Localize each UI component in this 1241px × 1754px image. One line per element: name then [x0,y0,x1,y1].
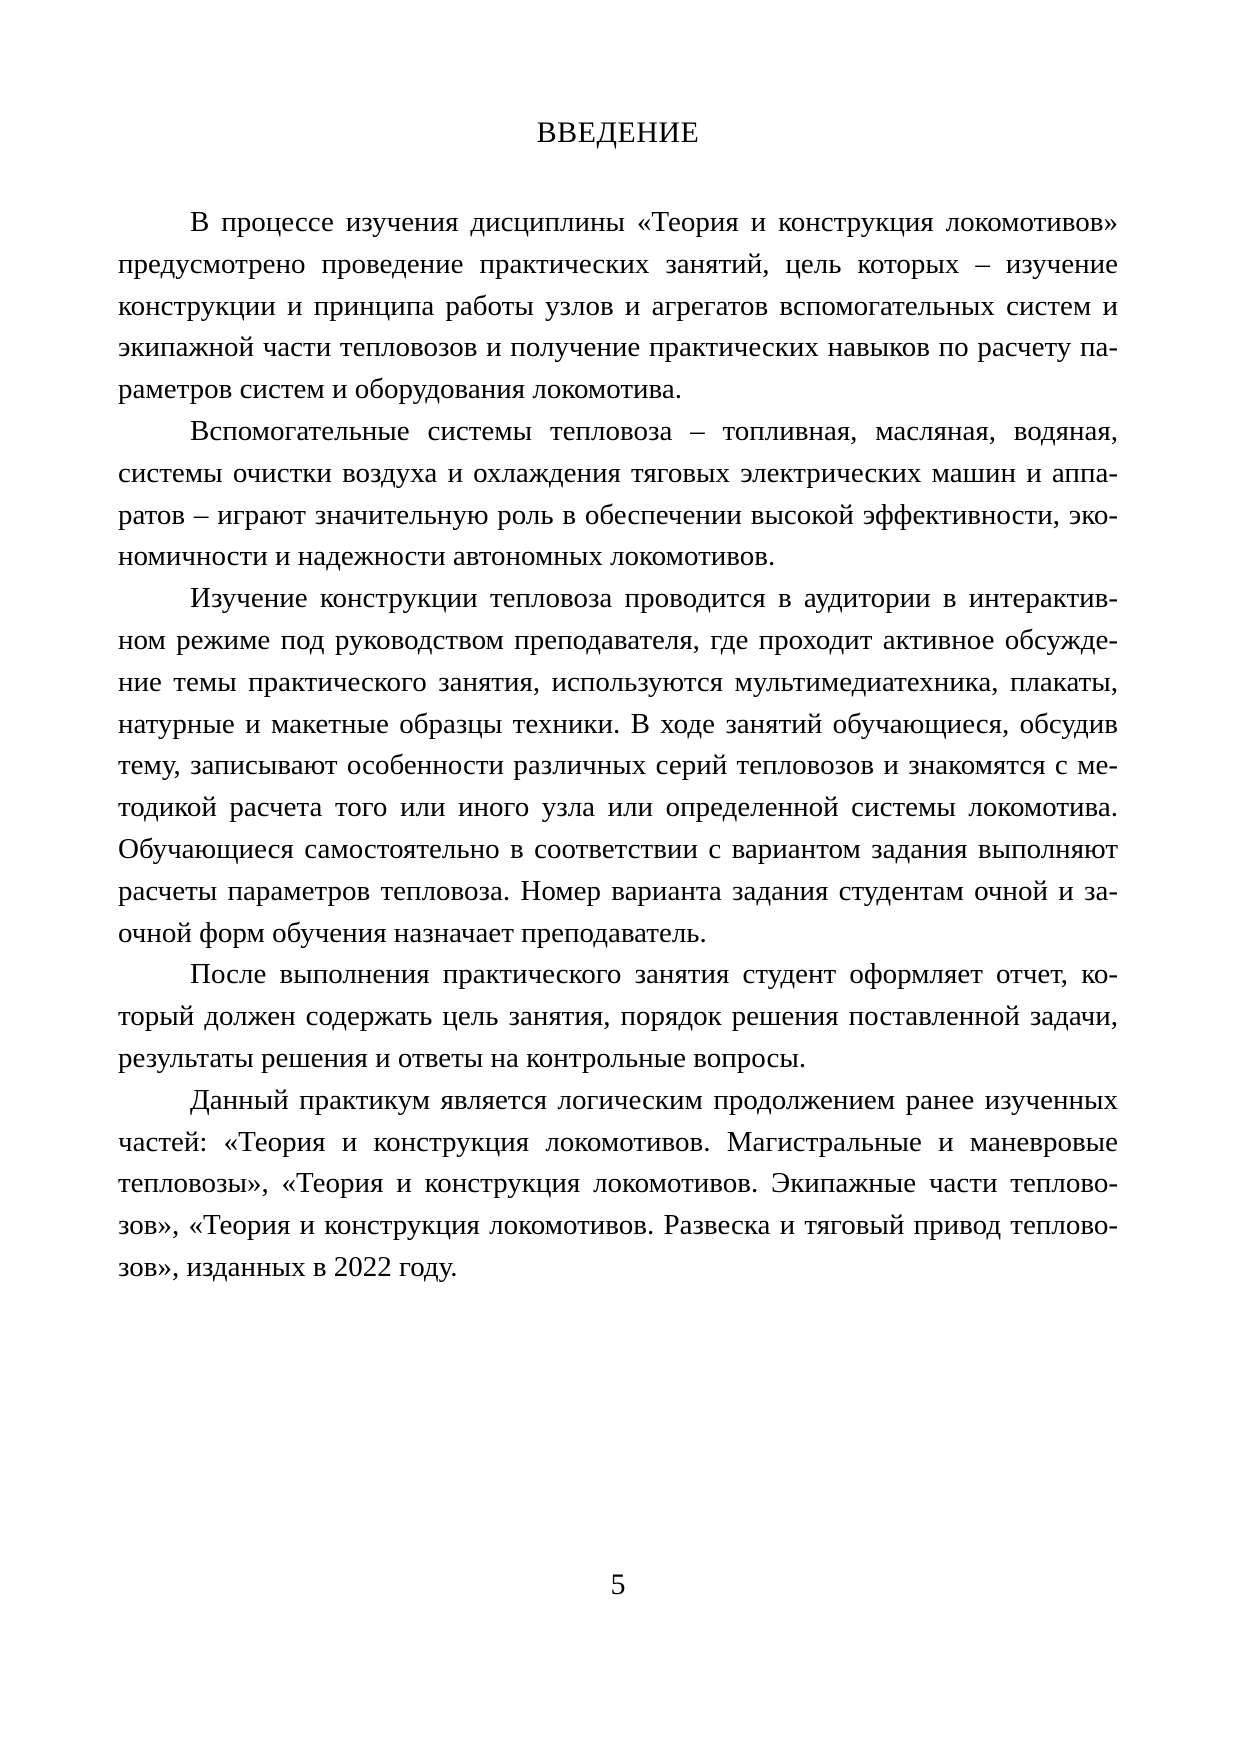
paragraph [118,411,1118,578]
text-block [118,112,1118,1289]
text-line: В процессе изучения дисциплины «Теория и конструкция локомотивов» [190,206,1118,238]
text-line: зов», изданных в 2022 году. [118,1250,458,1283]
text-line: раметров систем и оборудования локомотива. [118,373,682,406]
text-line: частей: «Теория и конструкция локомотивов. Магистральные и маневровые [118,1125,1118,1158]
paragraph [118,1080,1118,1289]
text-line: конструкции и принципа работы узлов и агрегатов вспомогательных систем и [118,289,1118,322]
text-line: Данный практикум является логическим продолжением ранее изученных [190,1083,1118,1116]
paragraph [118,202,1118,411]
text-line: Обучающиеся самостоятельно в соответствии с вариантом задания выполняют [118,832,1118,865]
text-line: зов», «Теория и конструкция локомотивов. Развеска и тяговый привод теплово- [118,1209,1118,1242]
text-line: Изучение конструкции тепловоза проводится в аудитории в интерактив- [190,582,1118,615]
text-line: экипажной части тепловозов и получение практических навыков по расчету па- [118,331,1118,364]
text-line: тепловозы», «Теория и конструкция локомотивов. Экипажные части теплово- [118,1167,1118,1200]
text-line: После выполнения практического занятия студент оформляет отчет, ко- [190,958,1118,991]
text-line: результаты решения и ответы на контрольные вопросы. [118,1041,807,1074]
text-line: ном режиме под руководством преподавателя, где проходит активное обсужде- [118,623,1118,656]
text-line: натурные и макетные образцы техники. В ходе занятий обучающиеся, обсудив [118,707,1118,740]
text-line: торый должен содержать цель занятия, порядок решения поставленной задачи, [118,1000,1118,1033]
text-line: Вспомогательные системы тепловоза – топливная, масляная, водяная, [190,414,1118,447]
text-line: очной форм обучения назначает преподаватель. [118,916,707,949]
text-line: ние темы практического занятия, используются мультимедиатехника, плакаты, [118,665,1118,698]
body-text [118,202,1118,1289]
paragraph [118,954,1118,1079]
page-title: ВВЕДЕНИЕ [536,116,700,149]
text-line: номичности и надежности автономных локомотивов. [118,540,776,573]
text-line: предусмотрено проведение практических занятий, цель которых – изучение [118,247,1118,280]
text-line: тему, записывают особенности различных серий тепловозов и знакомятся с ме- [118,749,1118,782]
text-line: расчеты параметров тепловоза. Номер варианта задания студентам очной и за- [118,874,1118,907]
paragraph [118,578,1118,954]
text-line: ратов – играют значительную роль в обеспечении высокой эффективности, эко- [118,498,1118,531]
text-line: системы очистки воздуха и охлаждения тяговых электрических машин и аппа- [118,456,1118,489]
page-number: 5 [610,1568,626,1601]
text-line: тодикой расчета того или иного узла или определенной системы локомотива. [118,791,1118,824]
